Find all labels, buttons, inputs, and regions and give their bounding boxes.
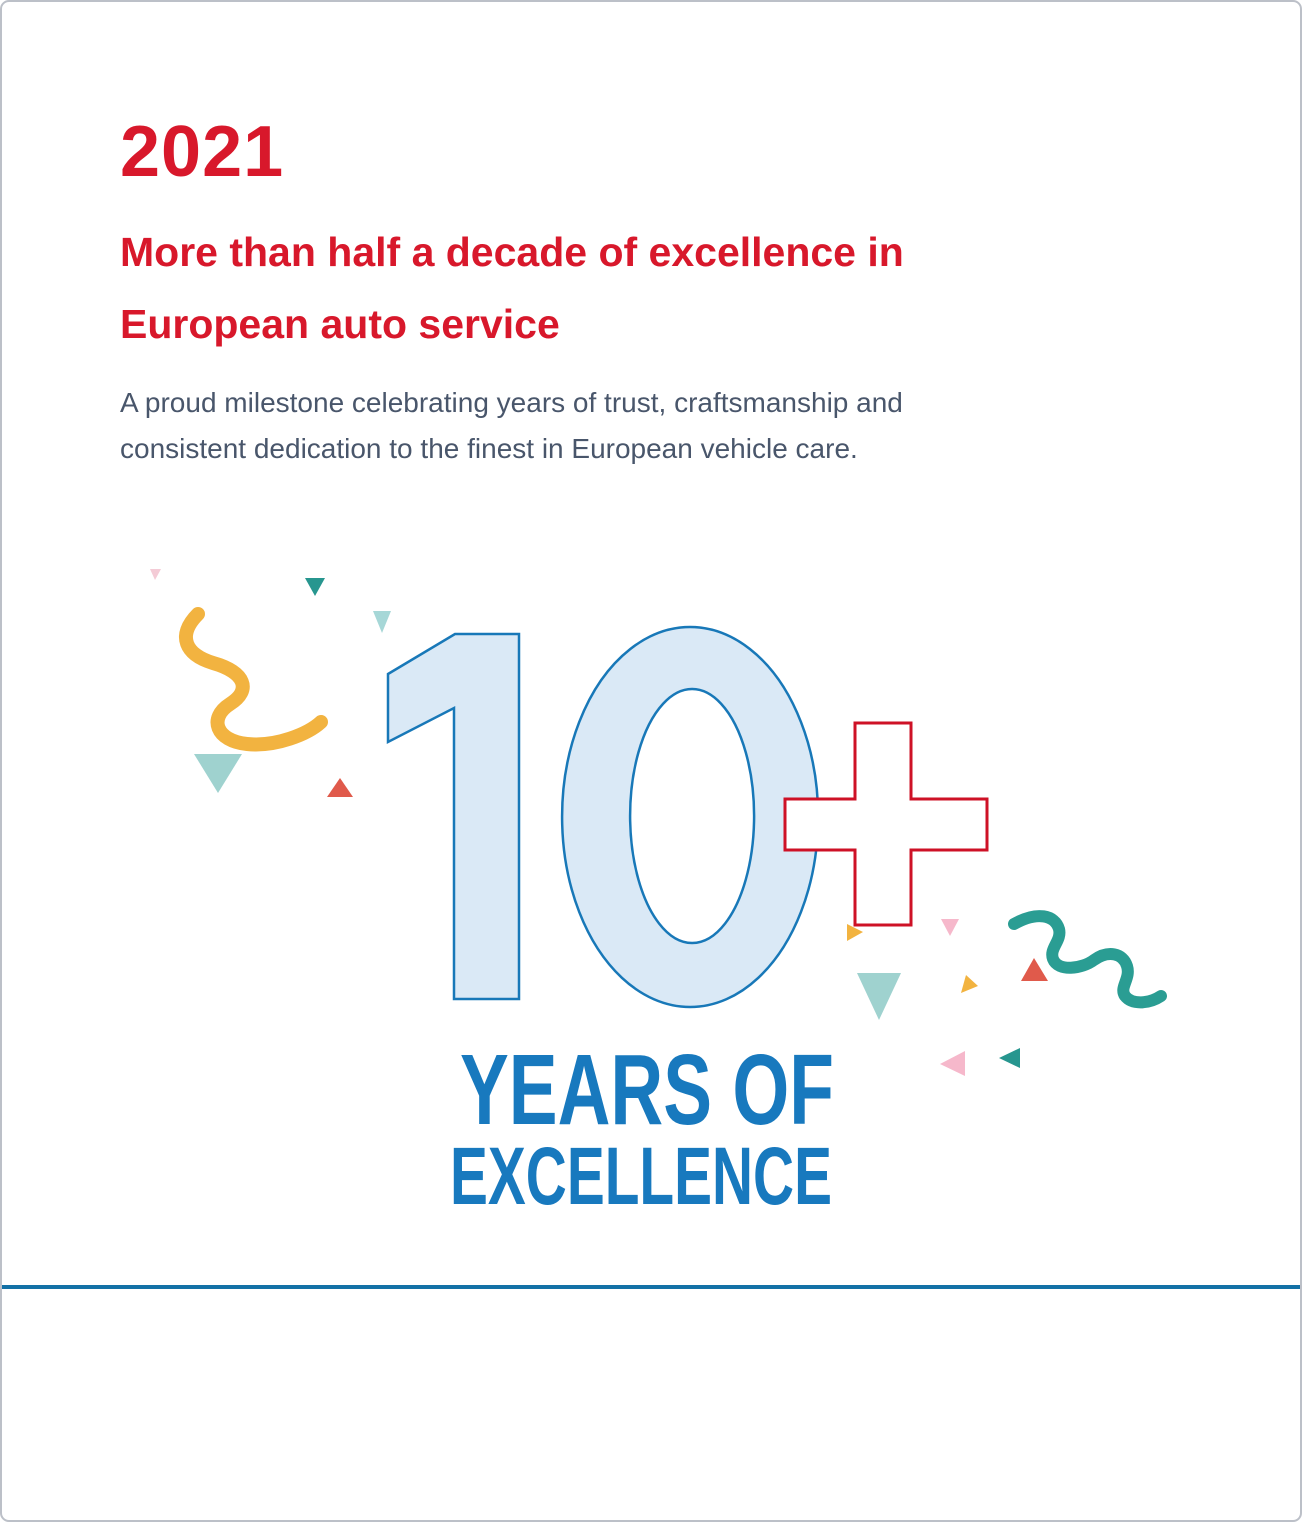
milestone-description: A proud milestone celebrating years of trust, craftsmanship and consistent dedication to the finest in European vehicle care. [120,387,903,464]
milestone-heading: More than half a decade of excellence in European auto service [120,229,904,347]
confetti-triangle [305,578,325,596]
confetti-triangle [941,919,959,936]
confetti-triangle [1021,958,1048,981]
confetti-triangle [194,754,242,793]
years-of-text: YEARS OF [460,1034,834,1146]
confetti-triangle [373,611,391,633]
year-label: 2021 [120,112,285,192]
digit-zero [562,627,818,1007]
confetti-triangle [327,778,353,797]
section-divider [2,1285,1300,1289]
ribbon-yellow [186,614,321,744]
confetti-triangle [940,1051,965,1076]
confetti-triangle [857,973,901,1020]
confetti-triangle [847,924,863,941]
confetti-triangle [961,975,978,993]
plus-icon [785,723,987,925]
digit-one [388,634,519,999]
confetti-triangle [150,569,161,580]
ribbon-teal [1014,916,1161,1002]
anniversary-illustration [2,552,1302,1232]
excellence-text: EXCELLENCE [450,1131,832,1222]
confetti-triangle [999,1048,1020,1068]
confetti-right [847,916,1161,1076]
confetti-left [150,569,391,797]
ten-graphic [388,627,987,1007]
